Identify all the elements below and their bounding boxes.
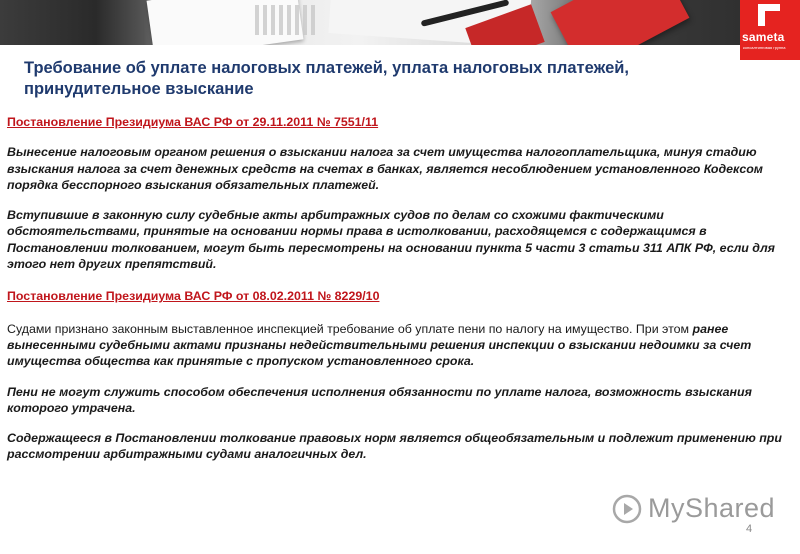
watermark-text: MyShared <box>648 493 776 523</box>
company-logo <box>740 0 800 60</box>
ruling-2-paragraph-1-plain: Судами признано законным выставленное инспекцией требование об уплате пени по налогу на имущество. При этом <box>7 321 693 336</box>
logo-name: sameta <box>742 30 785 44</box>
page-number: 4 <box>746 523 753 535</box>
watermark-icon <box>612 494 642 524</box>
ruling-2-paragraph-1-emphasis: ранее вынесенными судебными актами признаны недействительными решения инспекции о взыскании недоимки за счет имущества общества как принятые с пропуском установленного срока. <box>7 321 752 369</box>
ruling-2-paragraph-1 <box>7 321 795 370</box>
logo-mark-icon <box>758 4 780 26</box>
slide-content <box>7 114 795 463</box>
logo-subtitle: консалтинговая группа <box>743 45 786 50</box>
ruling-2-paragraph-3: Содержащееся в Постановлении толкование правовых норм является общеобязательным и подлежит применению при рассмотрении арбитражными судами аналогичных дел. <box>7 431 782 462</box>
header-banner-image <box>0 0 800 45</box>
ruling-link-1[interactable]: Постановление Президиума ВАС РФ от 29.11.2011 № 7551/11 <box>7 115 379 129</box>
slide-title: Требование об уплате налоговых платежей, уплата налоговых платежей, принудительное взыскание <box>24 59 629 98</box>
ruling-link-2[interactable]: Постановление Президиума ВАС РФ от 08.02.2011 № 8229/10 <box>7 289 380 304</box>
ruling-2-paragraph-2: Пени не могут служить способом обеспечения исполнения обязанности по уплате налога, возможность взыскания которого утрачена. <box>7 384 752 415</box>
watermark <box>612 493 775 524</box>
ruling-1-paragraph-2: Вступившие в законную силу судебные акты арбитражных судов по делам со схожими фактическими обстоятельствами, принятые на основании нормы права в истолковании, расходящемся с содержащимся в Постановлении толкованием, могут быть пересмотрены на основании пункта 5 части 3 статьи 311 АПК РФ, если для этого нет других препятствий. <box>7 208 775 272</box>
ruling-1-paragraph-1: Вынесение налоговым органом решения о взыскании налога за счет имущества налогоплательщика, минуя стадию взыскания налога за счет денежных средств на счетах в банках, является несоблюдением установленного Кодексом порядка бесспорного взыскания обязательных платежей. <box>7 145 763 192</box>
